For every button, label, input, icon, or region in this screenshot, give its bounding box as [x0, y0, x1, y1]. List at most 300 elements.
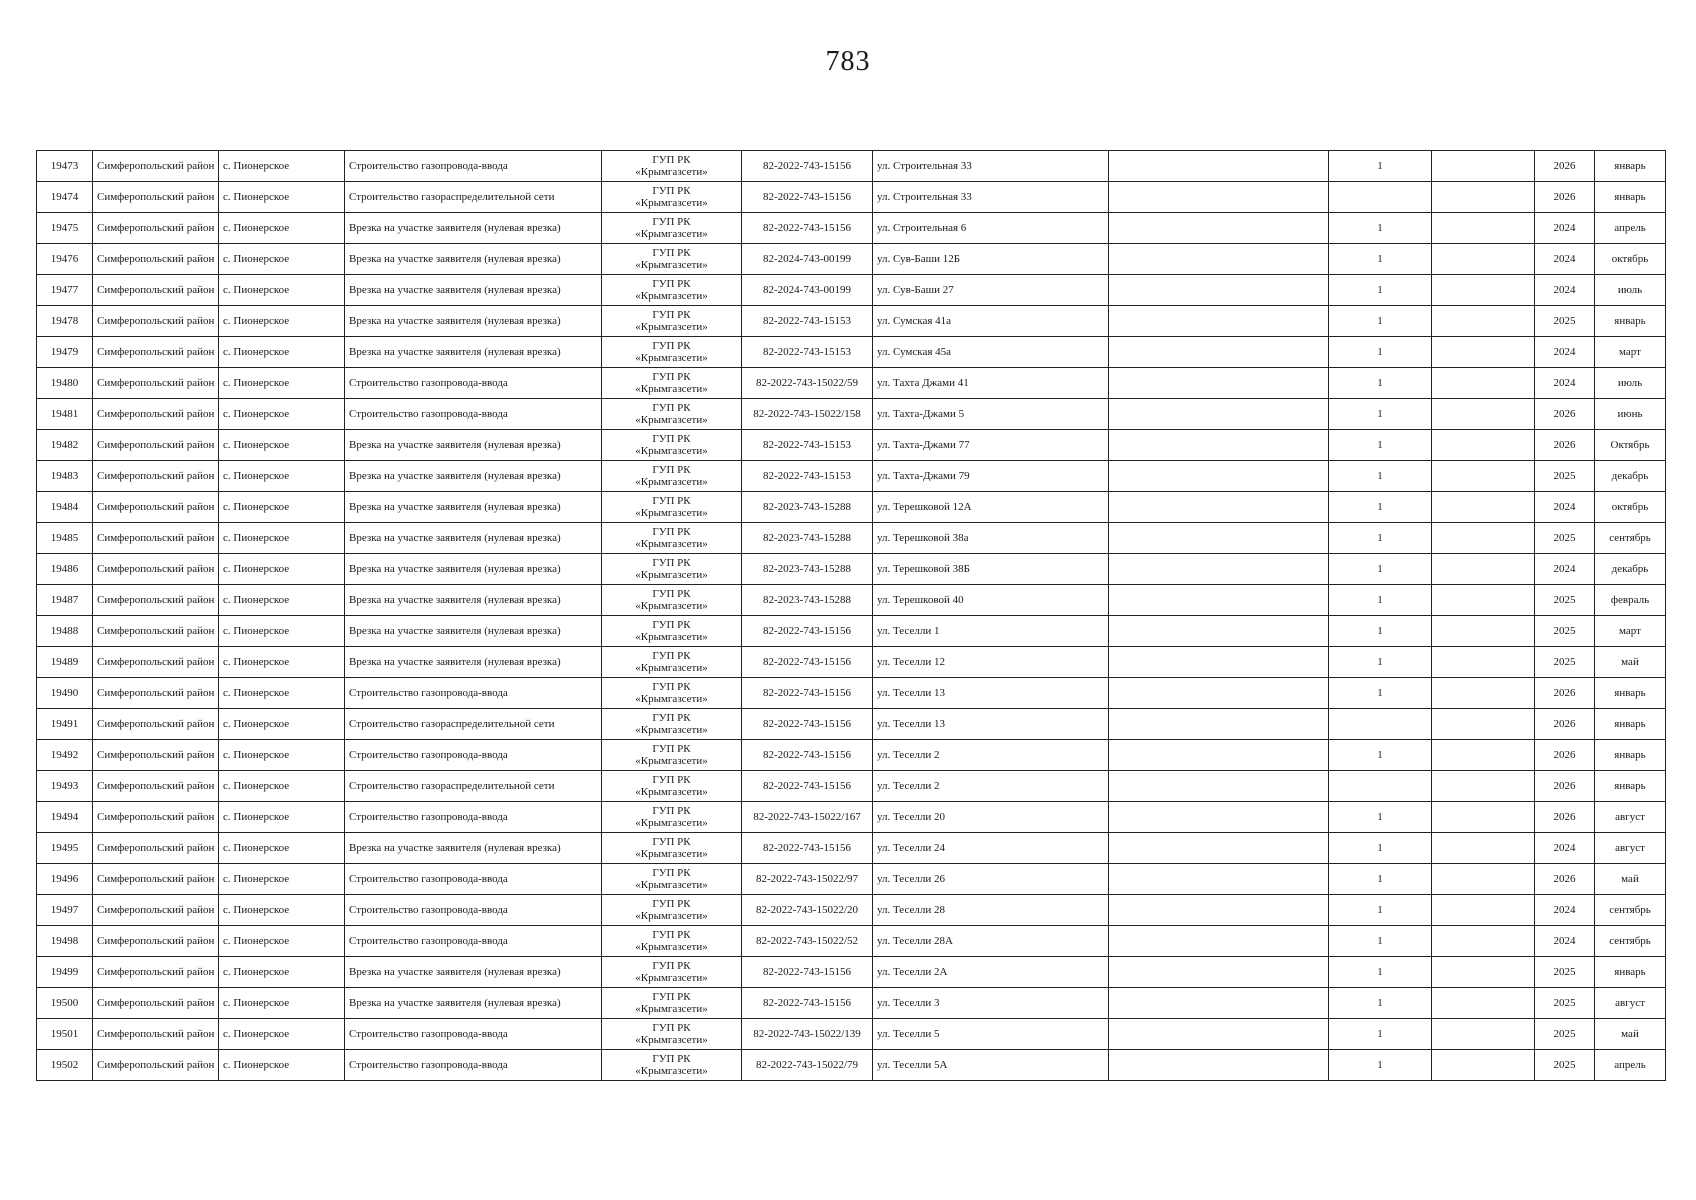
table-row — [37, 523, 1666, 554]
district-cell: Симферопольский район — [93, 151, 219, 182]
year-cell: 2025 — [1535, 1050, 1595, 1081]
note-cell — [1109, 182, 1329, 213]
organization-line1: ГУП РК — [652, 495, 691, 507]
district-cell: Симферопольский район — [93, 585, 219, 616]
row-number: 19479 — [37, 337, 93, 368]
extra-cell — [1432, 616, 1535, 647]
organization-cell — [602, 306, 742, 337]
extra-cell — [1432, 802, 1535, 833]
tech-conditions-cell: 82-2022-743-15153 — [742, 430, 873, 461]
organization-line1: ГУП РК — [652, 681, 691, 693]
locality-cell: с. Пионерское — [219, 523, 345, 554]
row-number: 19498 — [37, 926, 93, 957]
organization-line1: ГУП РК — [652, 309, 691, 321]
work-type-cell: Строительство газопровода-ввода — [345, 926, 602, 957]
extra-cell — [1432, 213, 1535, 244]
organization-line1: ГУП РК — [652, 433, 691, 445]
month-cell: сентябрь — [1595, 523, 1666, 554]
address-cell: ул. Строительная 33 — [873, 182, 1109, 213]
organization-line2: «Крымгазсети» — [635, 724, 708, 736]
tech-conditions-cell: 82-2022-743-15156 — [742, 213, 873, 244]
row-number: 19492 — [37, 740, 93, 771]
organization-line2: «Крымгазсети» — [635, 631, 708, 643]
address-cell: ул. Теселли 28А — [873, 926, 1109, 957]
work-type-cell: Врезка на участке заявителя (нулевая врезка) — [345, 647, 602, 678]
quantity-cell: 1 — [1329, 833, 1432, 864]
organization-cell — [602, 1019, 742, 1050]
quantity-cell: 1 — [1329, 616, 1432, 647]
organization-line2: «Крымгазсети» — [635, 1003, 708, 1015]
organization-line2: «Крымгазсети» — [635, 166, 708, 178]
extra-cell — [1432, 740, 1535, 771]
address-cell: ул. Теселли 3 — [873, 988, 1109, 1019]
year-cell: 2024 — [1535, 368, 1595, 399]
extra-cell — [1432, 1019, 1535, 1050]
year-cell: 2025 — [1535, 306, 1595, 337]
quantity-cell: 1 — [1329, 585, 1432, 616]
table-row — [37, 337, 1666, 368]
organization-line2: «Крымгазсети» — [635, 259, 708, 271]
tech-conditions-cell: 82-2022-743-15156 — [742, 771, 873, 802]
work-type-cell: Врезка на участке заявителя (нулевая врезка) — [345, 337, 602, 368]
row-number: 19483 — [37, 461, 93, 492]
extra-cell — [1432, 833, 1535, 864]
address-cell: ул. Терешковой 38а — [873, 523, 1109, 554]
address-cell: ул. Теселли 2 — [873, 771, 1109, 802]
row-number: 19481 — [37, 399, 93, 430]
year-cell: 2024 — [1535, 275, 1595, 306]
extra-cell — [1432, 926, 1535, 957]
work-type-cell: Врезка на участке заявителя (нулевая врезка) — [345, 554, 602, 585]
address-cell: ул. Теселли 12 — [873, 647, 1109, 678]
year-cell: 2024 — [1535, 337, 1595, 368]
note-cell — [1109, 709, 1329, 740]
row-number: 19484 — [37, 492, 93, 523]
table-row — [37, 957, 1666, 988]
note-cell — [1109, 802, 1329, 833]
month-cell: январь — [1595, 709, 1666, 740]
month-cell: июль — [1595, 275, 1666, 306]
year-cell: 2025 — [1535, 585, 1595, 616]
organization-cell — [602, 771, 742, 802]
table-row — [37, 616, 1666, 647]
extra-cell — [1432, 771, 1535, 802]
organization-line2: «Крымгазсети» — [635, 600, 708, 612]
tech-conditions-cell: 82-2023-743-15288 — [742, 492, 873, 523]
district-cell: Симферопольский район — [93, 647, 219, 678]
district-cell: Симферопольский район — [93, 275, 219, 306]
month-cell: январь — [1595, 182, 1666, 213]
locality-cell: с. Пионерское — [219, 957, 345, 988]
year-cell: 2026 — [1535, 678, 1595, 709]
locality-cell: с. Пионерское — [219, 585, 345, 616]
quantity-cell: 1 — [1329, 399, 1432, 430]
month-cell: август — [1595, 988, 1666, 1019]
locality-cell: с. Пионерское — [219, 337, 345, 368]
locality-cell: с. Пионерское — [219, 802, 345, 833]
row-number: 19480 — [37, 368, 93, 399]
month-cell: август — [1595, 802, 1666, 833]
extra-cell — [1432, 895, 1535, 926]
table-row — [37, 833, 1666, 864]
year-cell: 2024 — [1535, 492, 1595, 523]
district-cell: Симферопольский район — [93, 554, 219, 585]
extra-cell — [1432, 554, 1535, 585]
work-type-cell: Врезка на участке заявителя (нулевая врезка) — [345, 244, 602, 275]
locality-cell: с. Пионерское — [219, 616, 345, 647]
table-row — [37, 244, 1666, 275]
organization-line1: ГУП РК — [652, 960, 691, 972]
month-cell: январь — [1595, 306, 1666, 337]
district-cell: Симферопольский район — [93, 678, 219, 709]
locality-cell: с. Пионерское — [219, 368, 345, 399]
district-cell: Симферопольский район — [93, 926, 219, 957]
year-cell: 2024 — [1535, 895, 1595, 926]
work-type-cell: Врезка на участке заявителя (нулевая врезка) — [345, 988, 602, 1019]
organization-line1: ГУП РК — [652, 216, 691, 228]
row-number: 19502 — [37, 1050, 93, 1081]
district-cell: Симферопольский район — [93, 740, 219, 771]
district-cell: Симферопольский район — [93, 957, 219, 988]
locality-cell: с. Пионерское — [219, 709, 345, 740]
organization-line2: «Крымгазсети» — [635, 197, 708, 209]
address-cell: ул. Сумская 41а — [873, 306, 1109, 337]
locality-cell: с. Пионерское — [219, 1019, 345, 1050]
address-cell: ул. Терешковой 12А — [873, 492, 1109, 523]
organization-line1: ГУП РК — [652, 588, 691, 600]
quantity-cell: 1 — [1329, 554, 1432, 585]
note-cell — [1109, 306, 1329, 337]
address-cell: ул. Теселли 5А — [873, 1050, 1109, 1081]
page-number: 783 — [825, 46, 871, 77]
organization-line1: ГУП РК — [652, 185, 691, 197]
year-cell: 2025 — [1535, 647, 1595, 678]
locality-cell: с. Пионерское — [219, 833, 345, 864]
tech-conditions-cell: 82-2022-743-15156 — [742, 988, 873, 1019]
row-number: 19495 — [37, 833, 93, 864]
organization-line1: ГУП РК — [652, 650, 691, 662]
locality-cell: с. Пионерское — [219, 895, 345, 926]
note-cell — [1109, 616, 1329, 647]
year-cell: 2025 — [1535, 523, 1595, 554]
quantity-cell: 1 — [1329, 306, 1432, 337]
organization-line1: ГУП РК — [652, 340, 691, 352]
district-cell: Симферопольский район — [93, 399, 219, 430]
organization-line2: «Крымгазсети» — [635, 445, 708, 457]
table-row — [37, 430, 1666, 461]
extra-cell — [1432, 151, 1535, 182]
work-type-cell: Врезка на участке заявителя (нулевая врезка) — [345, 306, 602, 337]
month-cell: октябрь — [1595, 244, 1666, 275]
organization-cell — [602, 275, 742, 306]
organization-cell — [602, 802, 742, 833]
district-cell: Симферопольский район — [93, 523, 219, 554]
month-cell: апрель — [1595, 1050, 1666, 1081]
row-number: 19485 — [37, 523, 93, 554]
extra-cell — [1432, 988, 1535, 1019]
extra-cell — [1432, 1050, 1535, 1081]
tech-conditions-cell: 82-2022-743-15156 — [742, 182, 873, 213]
work-type-cell: Строительство газопровода-ввода — [345, 1019, 602, 1050]
address-cell: ул. Терешковой 40 — [873, 585, 1109, 616]
organization-cell — [602, 957, 742, 988]
quantity-cell: 1 — [1329, 492, 1432, 523]
address-cell: ул. Сув-Баши 12Б — [873, 244, 1109, 275]
table-row — [37, 461, 1666, 492]
tech-conditions-cell: 82-2022-743-15153 — [742, 306, 873, 337]
tech-conditions-cell: 82-2022-743-15022/20 — [742, 895, 873, 926]
district-cell: Симферопольский район — [93, 988, 219, 1019]
extra-cell — [1432, 244, 1535, 275]
organization-cell — [602, 585, 742, 616]
district-cell: Симферопольский район — [93, 337, 219, 368]
quantity-cell: 1 — [1329, 864, 1432, 895]
note-cell — [1109, 740, 1329, 771]
extra-cell — [1432, 337, 1535, 368]
month-cell: декабрь — [1595, 461, 1666, 492]
organization-line2: «Крымгазсети» — [635, 1065, 708, 1077]
address-cell: ул. Сув-Баши 27 — [873, 275, 1109, 306]
month-cell: июнь — [1595, 399, 1666, 430]
tech-conditions-cell: 82-2023-743-15288 — [742, 585, 873, 616]
row-number: 19486 — [37, 554, 93, 585]
organization-line2: «Крымгазсети» — [635, 352, 708, 364]
locality-cell: с. Пионерское — [219, 492, 345, 523]
quantity-cell: 1 — [1329, 151, 1432, 182]
organization-line1: ГУП РК — [652, 774, 691, 786]
month-cell: Октябрь — [1595, 430, 1666, 461]
address-cell: ул. Теселли 2 — [873, 740, 1109, 771]
organization-cell — [602, 430, 742, 461]
month-cell: декабрь — [1595, 554, 1666, 585]
district-cell: Симферопольский район — [93, 430, 219, 461]
quantity-cell: 1 — [1329, 1019, 1432, 1050]
table-row — [37, 306, 1666, 337]
row-number: 19482 — [37, 430, 93, 461]
work-type-cell: Врезка на участке заявителя (нулевая врезка) — [345, 492, 602, 523]
month-cell: август — [1595, 833, 1666, 864]
note-cell — [1109, 864, 1329, 895]
district-cell: Симферопольский район — [93, 368, 219, 399]
district-cell: Симферопольский район — [93, 213, 219, 244]
work-type-cell: Строительство газопровода-ввода — [345, 864, 602, 895]
organization-line1: ГУП РК — [652, 619, 691, 631]
organization-cell — [602, 1050, 742, 1081]
tech-conditions-cell: 82-2022-743-15153 — [742, 337, 873, 368]
year-cell: 2025 — [1535, 461, 1595, 492]
year-cell: 2025 — [1535, 616, 1595, 647]
organization-line2: «Крымгазсети» — [635, 786, 708, 798]
quantity-cell: 1 — [1329, 213, 1432, 244]
work-type-cell: Врезка на участке заявителя (нулевая врезка) — [345, 461, 602, 492]
quantity-cell: 1 — [1329, 461, 1432, 492]
year-cell: 2024 — [1535, 213, 1595, 244]
tech-conditions-cell: 82-2023-743-15288 — [742, 554, 873, 585]
note-cell — [1109, 151, 1329, 182]
tech-conditions-cell: 82-2022-743-15156 — [742, 616, 873, 647]
tech-conditions-cell: 82-2022-743-15156 — [742, 647, 873, 678]
note-cell — [1109, 213, 1329, 244]
organization-line2: «Крымгазсети» — [635, 321, 708, 333]
extra-cell — [1432, 430, 1535, 461]
month-cell: январь — [1595, 740, 1666, 771]
note-cell — [1109, 368, 1329, 399]
work-type-cell: Строительство газопровода-ввода — [345, 895, 602, 926]
work-type-cell: Врезка на участке заявителя (нулевая врезка) — [345, 957, 602, 988]
year-cell: 2025 — [1535, 957, 1595, 988]
row-number: 19489 — [37, 647, 93, 678]
organization-line1: ГУП РК — [652, 929, 691, 941]
table-row — [37, 647, 1666, 678]
organization-cell — [602, 523, 742, 554]
year-cell: 2026 — [1535, 864, 1595, 895]
tech-conditions-cell: 82-2022-743-15156 — [742, 957, 873, 988]
organization-line1: ГУП РК — [652, 805, 691, 817]
month-cell: сентябрь — [1595, 895, 1666, 926]
work-type-cell: Строительство газораспределительной сети — [345, 709, 602, 740]
address-cell: ул. Теселли 20 — [873, 802, 1109, 833]
month-cell: июль — [1595, 368, 1666, 399]
table-row — [37, 399, 1666, 430]
year-cell: 2026 — [1535, 771, 1595, 802]
extra-cell — [1432, 399, 1535, 430]
quantity-cell: 1 — [1329, 895, 1432, 926]
district-cell: Симферопольский район — [93, 492, 219, 523]
note-cell — [1109, 771, 1329, 802]
organization-cell — [602, 647, 742, 678]
address-cell: ул. Теселли 28 — [873, 895, 1109, 926]
organization-line1: ГУП РК — [652, 464, 691, 476]
organization-cell — [602, 244, 742, 275]
extra-cell — [1432, 275, 1535, 306]
note-cell — [1109, 523, 1329, 554]
tech-conditions-cell: 82-2022-743-15022/59 — [742, 368, 873, 399]
year-cell: 2026 — [1535, 740, 1595, 771]
address-cell: ул. Теселли 24 — [873, 833, 1109, 864]
quantity-cell: 1 — [1329, 740, 1432, 771]
note-cell — [1109, 988, 1329, 1019]
locality-cell: с. Пионерское — [219, 430, 345, 461]
work-type-cell: Строительство газопровода-ввода — [345, 151, 602, 182]
note-cell — [1109, 430, 1329, 461]
locality-cell: с. Пионерское — [219, 926, 345, 957]
year-cell: 2024 — [1535, 926, 1595, 957]
tech-conditions-cell: 82-2022-743-15153 — [742, 461, 873, 492]
organization-cell — [602, 709, 742, 740]
organization-line2: «Крымгазсети» — [635, 972, 708, 984]
quantity-cell: 1 — [1329, 430, 1432, 461]
month-cell: май — [1595, 647, 1666, 678]
locality-cell: с. Пионерское — [219, 678, 345, 709]
month-cell: май — [1595, 1019, 1666, 1050]
note-cell — [1109, 554, 1329, 585]
address-cell: ул. Теселли 13 — [873, 678, 1109, 709]
extra-cell — [1432, 647, 1535, 678]
quantity-cell: 1 — [1329, 647, 1432, 678]
quantity-cell: 1 — [1329, 275, 1432, 306]
organization-line1: ГУП РК — [652, 743, 691, 755]
tech-conditions-cell: 82-2024-743-00199 — [742, 244, 873, 275]
note-cell — [1109, 833, 1329, 864]
row-number: 19477 — [37, 275, 93, 306]
district-cell: Симферопольский район — [93, 461, 219, 492]
row-number: 19474 — [37, 182, 93, 213]
quantity-cell: 1 — [1329, 802, 1432, 833]
table-row — [37, 895, 1666, 926]
quantity-cell: 1 — [1329, 988, 1432, 1019]
organization-cell — [602, 368, 742, 399]
extra-cell — [1432, 957, 1535, 988]
year-cell: 2026 — [1535, 399, 1595, 430]
organization-line1: ГУП РК — [652, 991, 691, 1003]
organization-line2: «Крымгазсети» — [635, 507, 708, 519]
row-number: 19475 — [37, 213, 93, 244]
note-cell — [1109, 926, 1329, 957]
month-cell: октябрь — [1595, 492, 1666, 523]
work-type-cell: Строительство газопровода-ввода — [345, 399, 602, 430]
organization-cell — [602, 213, 742, 244]
district-cell: Симферопольский район — [93, 1019, 219, 1050]
tech-conditions-cell: 82-2023-743-15288 — [742, 523, 873, 554]
table-row — [37, 554, 1666, 585]
table-row — [37, 740, 1666, 771]
work-type-cell: Врезка на участке заявителя (нулевая врезка) — [345, 213, 602, 244]
organization-line2: «Крымгазсети» — [635, 1034, 708, 1046]
address-cell: ул. Теселли 13 — [873, 709, 1109, 740]
month-cell: март — [1595, 337, 1666, 368]
table-row — [37, 709, 1666, 740]
address-cell: ул. Тахта Джами 41 — [873, 368, 1109, 399]
year-cell: 2026 — [1535, 430, 1595, 461]
organization-cell — [602, 616, 742, 647]
extra-cell — [1432, 182, 1535, 213]
organization-line1: ГУП РК — [652, 247, 691, 259]
work-type-cell: Строительство газораспределительной сети — [345, 771, 602, 802]
locality-cell: с. Пионерское — [219, 740, 345, 771]
work-type-cell: Строительство газопровода-ввода — [345, 1050, 602, 1081]
extra-cell — [1432, 585, 1535, 616]
extra-cell — [1432, 492, 1535, 523]
district-cell: Симферопольский район — [93, 182, 219, 213]
registry-body — [37, 151, 1666, 1081]
organization-line2: «Крымгазсети» — [635, 848, 708, 860]
tech-conditions-cell: 82-2022-743-15022/139 — [742, 1019, 873, 1050]
note-cell — [1109, 585, 1329, 616]
row-number: 19476 — [37, 244, 93, 275]
work-type-cell: Врезка на участке заявителя (нулевая врезка) — [345, 523, 602, 554]
year-cell: 2026 — [1535, 182, 1595, 213]
month-cell: январь — [1595, 151, 1666, 182]
organization-line2: «Крымгазсети» — [635, 879, 708, 891]
organization-line1: ГУП РК — [652, 371, 691, 383]
month-cell: март — [1595, 616, 1666, 647]
organization-line1: ГУП РК — [652, 898, 691, 910]
month-cell: сентябрь — [1595, 926, 1666, 957]
row-number: 19501 — [37, 1019, 93, 1050]
table-row — [37, 1050, 1666, 1081]
quantity-cell: 1 — [1329, 244, 1432, 275]
row-number: 19491 — [37, 709, 93, 740]
table-row — [37, 802, 1666, 833]
work-type-cell: Врезка на участке заявителя (нулевая врезка) — [345, 275, 602, 306]
quantity-cell — [1329, 182, 1432, 213]
tech-conditions-cell: 82-2022-743-15156 — [742, 740, 873, 771]
organization-line1: ГУП РК — [652, 867, 691, 879]
table-row — [37, 771, 1666, 802]
table-row — [37, 1019, 1666, 1050]
work-type-cell: Строительство газопровода-ввода — [345, 802, 602, 833]
locality-cell: с. Пионерское — [219, 244, 345, 275]
